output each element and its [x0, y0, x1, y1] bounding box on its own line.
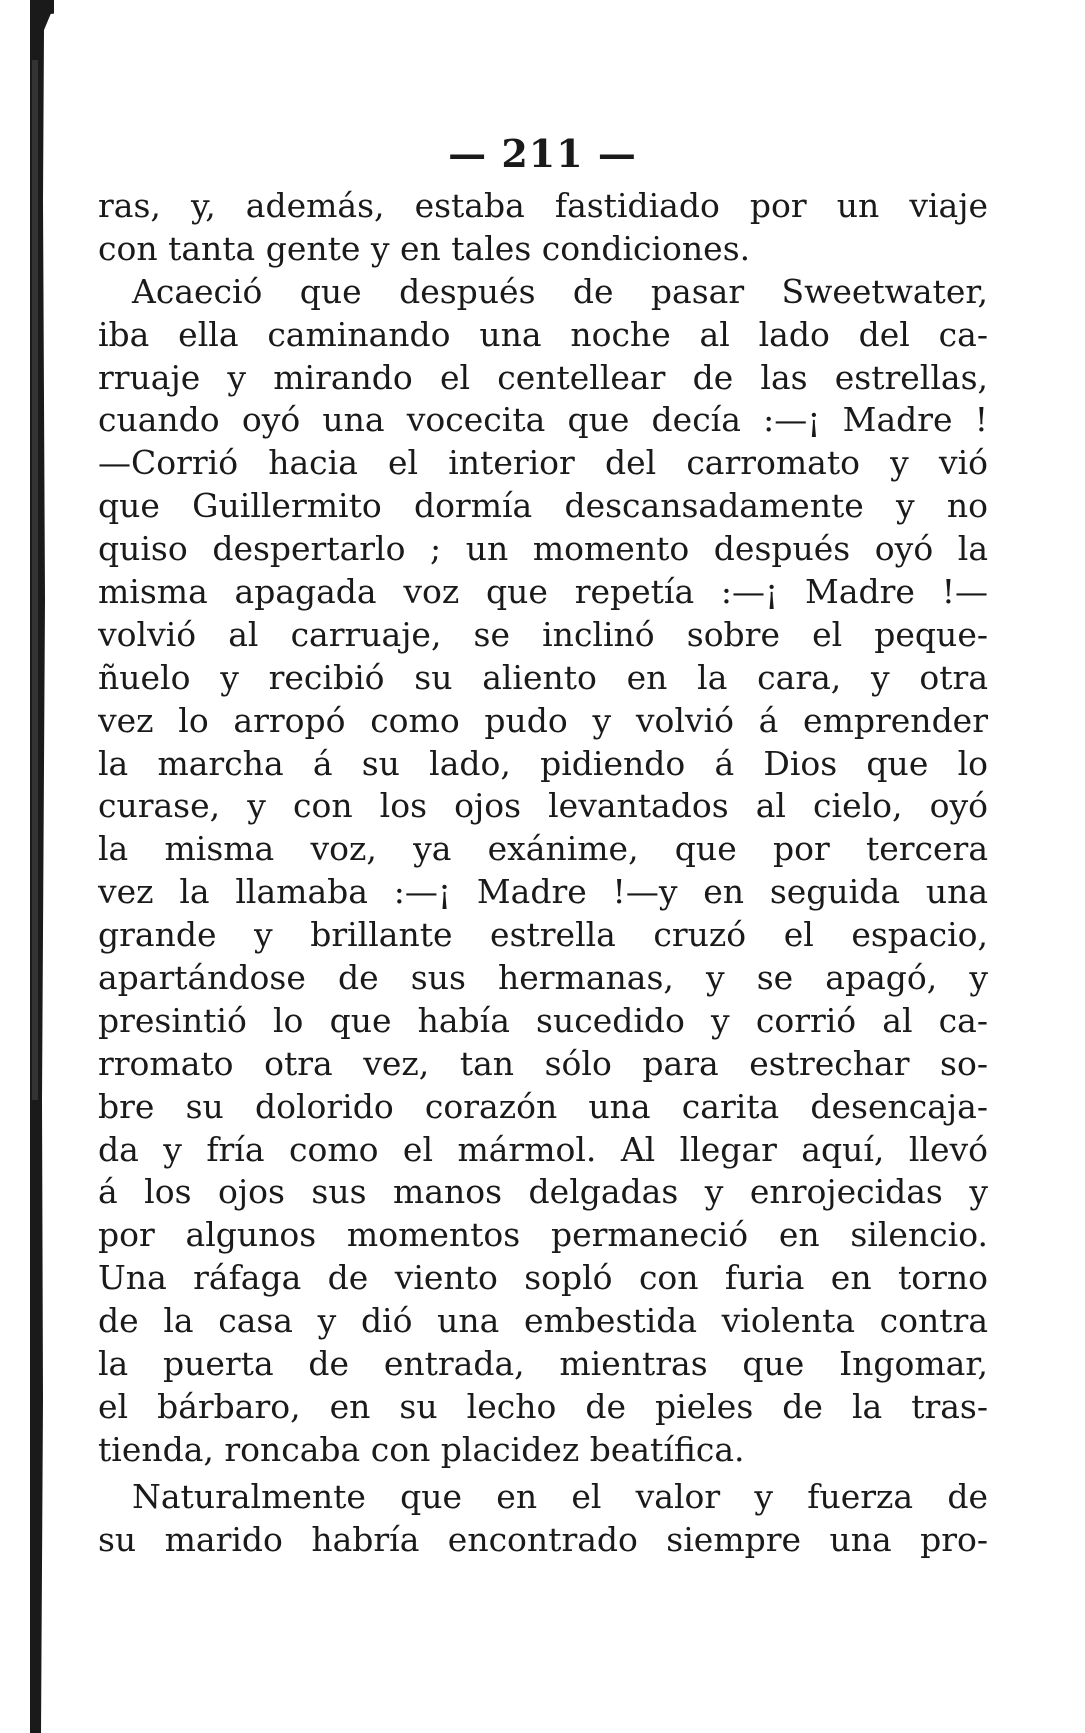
text-line: la puerta de entrada, mientras que Ingomar, [98, 1344, 988, 1384]
text-line: Naturalmente que en el valor y fuerza de [132, 1476, 988, 1516]
text-line: quiso despertarlo ; un momento después oyó la [98, 529, 988, 569]
text-line: da y fría como el mármol. Al llegar aquí, llevó [98, 1129, 988, 1169]
text-line: el bárbaro, en su lecho de pieles de la tras- [98, 1386, 988, 1426]
text-line: volvió al carruaje, se inclinó sobre el peque- [98, 614, 988, 654]
book-spine-edge [30, 0, 54, 1733]
text-line: rruaje y mirando el centellear de las estrellas, [98, 357, 988, 397]
text-line: con tanta gente y en tales condiciones. [98, 228, 751, 268]
page-number: — 211 — [448, 131, 637, 176]
text-line: vez lo arropó como pudo y volvió á emprender [98, 700, 988, 740]
text-line: —Corrió hacia el interior del carromato y vió [98, 443, 988, 483]
text-line: de la casa y dió una embestida violenta contra [98, 1301, 988, 1341]
text-line: presintió lo que había sucedido y corrió al ca- [98, 1000, 988, 1040]
text-line: curase, y con los ojos levantados al cielo, oyó [98, 786, 988, 826]
text-line: su marido habría encontrado siempre una pro- [98, 1519, 988, 1559]
body-text [98, 185, 988, 1562]
text-line: Acaeció que después de pasar Sweetwater, [132, 271, 988, 311]
text-line: la marcha á su lado, pidiendo á Dios que lo [98, 743, 988, 783]
text-line: por algunos momentos permaneció en silencio. [98, 1215, 988, 1255]
text-line: misma apagada voz que repetía :—¡ Madre !— [98, 572, 988, 612]
text-line: rromato otra vez, tan sólo para estrechar so- [98, 1043, 988, 1083]
text-line: vez la llamaba :—¡ Madre !—y en seguida una [98, 872, 988, 912]
text-line: la misma voz, ya exánime, que por tercera [98, 829, 988, 869]
text-line: Una ráfaga de viento sopló con furia en torno [98, 1258, 988, 1298]
text-line: tienda, roncaba con placidez beatífica. [98, 1429, 745, 1469]
text-line: á los ojos sus manos delgadas y enrojecidas y [98, 1172, 988, 1212]
text-line: grande y brillante estrella cruzó el espacio, [98, 915, 988, 955]
text-line: ñuelo y recibió su aliento en la cara, y otra [98, 657, 988, 697]
text-line: ras, y, además, estaba fastidiado por un viaje [98, 186, 988, 225]
text-line: iba ella caminando una noche al lado del ca- [98, 314, 988, 354]
text-line: apartándose de sus hermanas, y se apagó, y [98, 958, 988, 998]
text-line: bre su dolorido corazón una carita desencaja- [98, 1086, 988, 1126]
text-line: cuando oyó una vocecita que decía :—¡ Madre ! [98, 400, 988, 440]
text-line: que Guillermito dormía descansadamente y no [98, 486, 988, 526]
